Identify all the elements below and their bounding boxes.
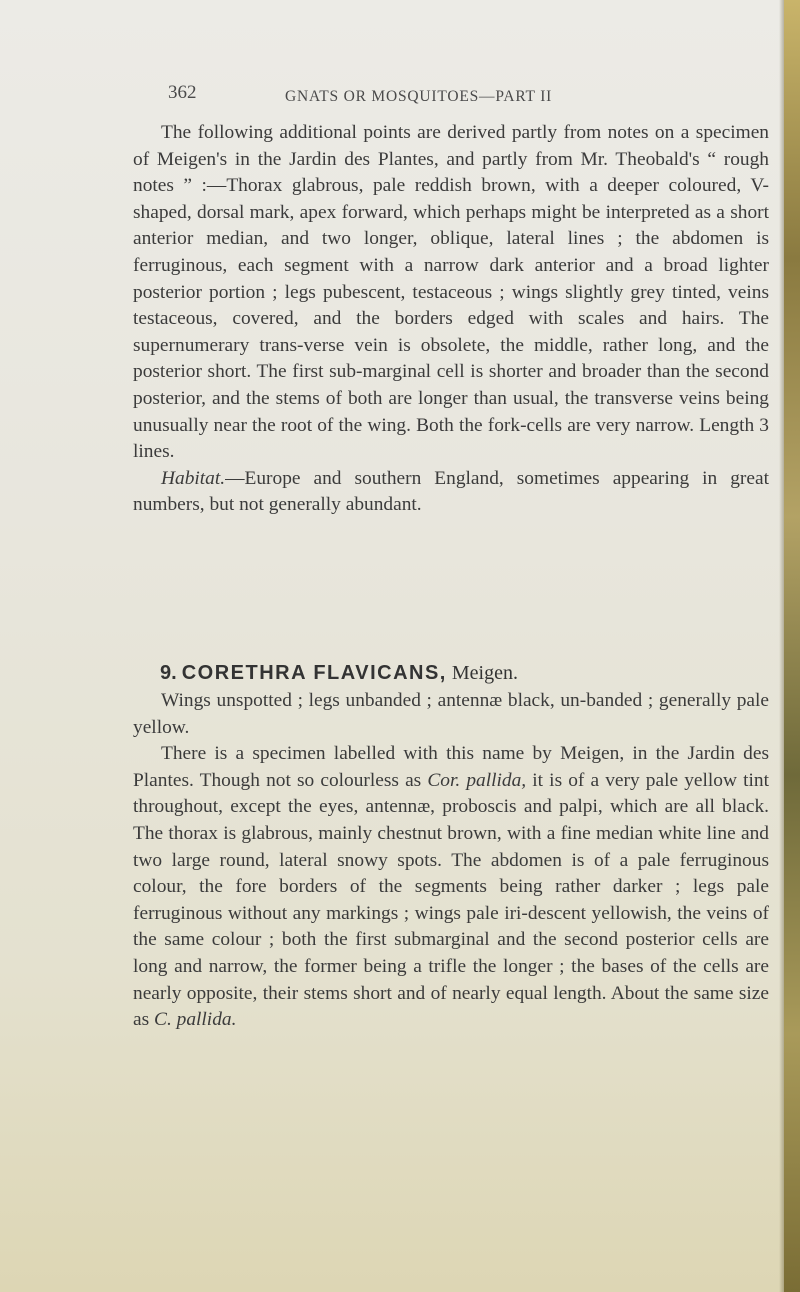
habitat-label: Habitat. <box>161 467 226 489</box>
species-author: Meigen. <box>451 662 518 684</box>
species-heading <box>160 662 760 685</box>
page-number: 362 <box>168 82 197 103</box>
running-title: GNATS OR MOSQUITOES—PART II <box>285 88 553 105</box>
paragraph-diagnosis: Wings unspotted ; legs unbanded ; antennæ black, un-banded ; generally pale yellow. <box>133 690 769 738</box>
page-edge-binding <box>784 0 800 1292</box>
description-part-2: it is of a very pale yellow tint throughout, except the eyes, antennæ, proboscis and palpi, which are all black. The thorax is glabrous, mainly chestnut brown, with a fine median white line and two large round, lateral snowy spots. The abdomen is of a pale ferruginous colour, the fore borders of the segments being rather darker ; legs pale ferruginous without any markings ; wings pale iri-descent yellowish, the veins of the same colour ; both the first submarginal and the second posterior cells are long and narrow, the former being a trifle the longer ; the bases of the cells are nearly opposite, their stems short and of nearly equal length. About the same size as <box>133 769 769 1031</box>
reference-cor-pallida: Cor. pallida, <box>427 769 527 791</box>
habitat-text: —Europe and southern England, sometimes appearing in great numbers, but not generally abundant. <box>133 467 769 516</box>
reference-c-pallida: C. pallida. <box>154 1009 237 1031</box>
paragraph-habitat <box>133 466 769 519</box>
species-number: 9. <box>160 662 177 684</box>
description-part-1: There is a specimen labelled with this name by Meigen, in the Jardin des Plantes. Though not so colourless as <box>133 743 769 791</box>
page-header <box>168 82 638 114</box>
species-name: CORETHRA FLAVICANS, <box>181 662 447 684</box>
body-text-bottom <box>133 688 769 1034</box>
paragraph-notes: The following additional points are derived partly from notes on a specimen of Meigen's in the Jardin des Plantes, and partly from Mr. Theobald's “ rough notes ” :—Thorax glabrous, pale reddish brown, with a deeper coloured, V-shaped, dorsal mark, apex forward, which perhaps might be interpreted as a short anterior median, and two longer, oblique, lateral lines ; the abdomen is ferruginous, each segment with a narrow dark anterior and a broad lighter posterior portion ; legs pubescent, testaceous ; wings slightly grey tinted, veins testaceous, covered, and the borders edged with scales and hairs. The supernumerary trans-verse vein is obsolete, the middle, rather long, and the posterior short. The first sub-marginal cell is shorter and broader than the second posterior, and the stems of both are longer than usual, the transverse veins being unusually near the root of the wing. Both the fork-cells are very narrow. Length 3 lines. <box>133 122 769 463</box>
body-text-top <box>133 120 769 519</box>
paragraph-description <box>133 741 769 1034</box>
